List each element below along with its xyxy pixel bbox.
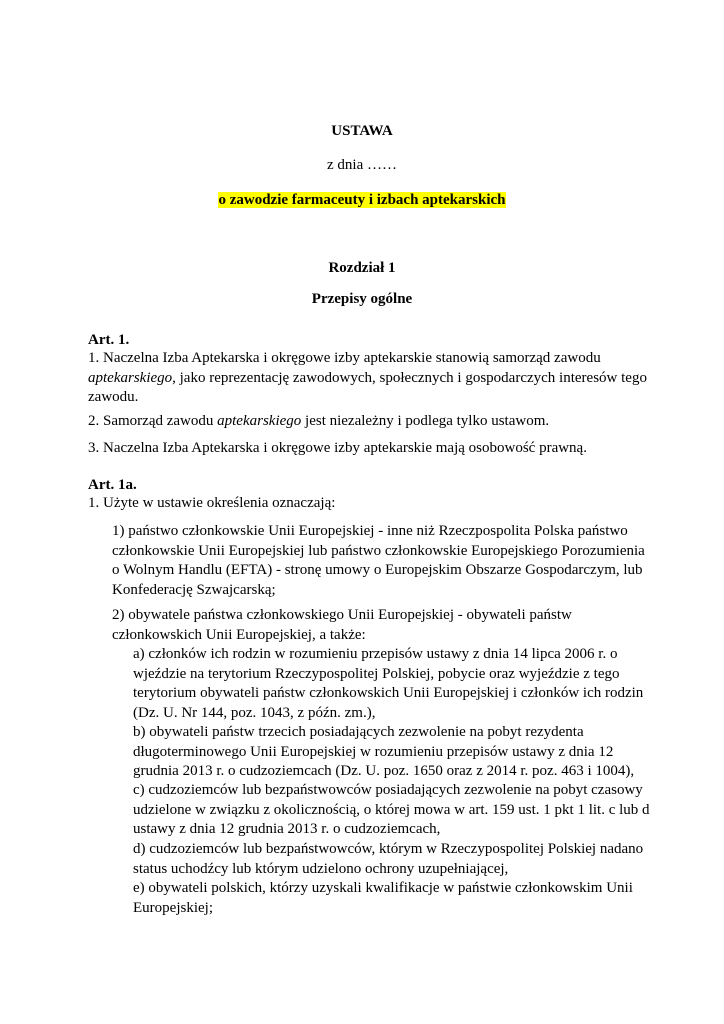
- art1a-item-2b: b) obywateli państw trzecich posiadających zezwolenie na pobyt rezydenta długoterminowego Unii Europejskiej w rozumieniu przepisów ustawy z dnia 12 grudnia 2013 r. o cudzoziemcach (Dz. U. poz. 1650 oraz z 2014 r. poz. 463 i 1004),: [133, 724, 635, 779]
- art1-p1-italic: aptekarskiego: [88, 369, 173, 386]
- art1-paragraph-3: 3. Naczelna Izba Aptekarska i okręgowe izby aptekarskie mają osobowość prawną.: [88, 440, 587, 456]
- document-title: USTAWA: [331, 123, 393, 139]
- art1a-item-2e: e) obywateli polskich, którzy uzyskali kwalifikacje w państwie członkowskim Unii Europejskiej;: [133, 880, 633, 916]
- art1-paragraph-2: 2. Samorząd zawodu aptekarskiego jest niezależny i podlega tylko ustawom.: [88, 413, 550, 429]
- art1-paragraph-1: 1. Naczelna Izba Aptekarska i okręgowe izby aptekarskie stanowią samorząd zawodu aptekarskiego, jako reprezentację zawodowych, społecznych i gospodarczych interesów tego zawodu.: [88, 350, 647, 405]
- art1a-heading: Art. 1a.: [88, 477, 137, 493]
- art1a-item-2a: a) członków ich rodzin w rozumieniu przepisów ustawy z dnia 14 lipca 2006 r. o wjeździe na terytorium Rzeczypospolitej Polskiej, pobycie oraz wyjeździe z tego terytorium obywateli państw członkowskich Unii Europejskiej i członków ich rodzin (Dz. U. Nr 144, poz. 1043, z późn. zm.),: [133, 646, 644, 721]
- art1a-item-1: 1) państwo członkowskie Unii Europejskiej - inne niż Rzeczpospolita Polska państwo członkowskie Unii Europejskiej lub państwo członkowskie Europejskiego Porozumienia o Wolnym Handlu (EFTA) - stronę umowy o Europejskim Obszarze Gospodarczym, lub Konfederację Szwajcarską;: [112, 523, 645, 598]
- art1a-item-2d: d) cudzoziemców lub bezpaństwowców, którym w Rzeczypospolitej Polskiej nadano status uchodźcy lub którym udzielono ochrony uzupełniającej,: [133, 841, 644, 877]
- art1-p2-italic: aptekarskiego: [217, 413, 302, 429]
- document-date: z dnia ……: [327, 157, 397, 173]
- chapter-title: Przepisy ogólne: [311, 291, 413, 307]
- art1a-intro: 1. Użyte w ustawie określenia oznaczają:: [88, 495, 336, 511]
- document-subject: [0, 191, 724, 211]
- chapter-heading: Rozdział 1: [328, 260, 396, 276]
- art1a-item-2c: c) cudzoziemców lub bezpaństwowców posiadających zezwolenie na pobyt czasowy udzielone w związku z okolicznością, o której mowa w art. 159 ust. 1 pkt 1 lit. c lub d ustawy z dnia 12 grudnia 2013 r. o cudzoziemcach,: [133, 782, 650, 837]
- subject-highlight: o zawodzie farmaceuty i izbach aptekarskich: [218, 192, 506, 208]
- art1a-item-2: 2) obywatele państwa członkowskiego Unii Europejskiej - obywateli państw członkowskich Unii Europejskiej, a także:: [112, 607, 572, 643]
- art1-heading: Art. 1.: [88, 332, 130, 348]
